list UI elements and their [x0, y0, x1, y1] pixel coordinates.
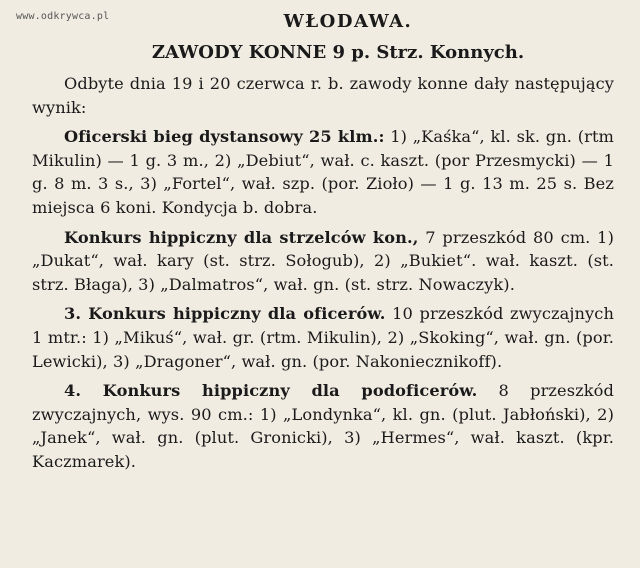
section-body: 7 przeszkód 80 cm. 1) „Dukat“, wał. kary (st. strz. Sołogub), 2) „Bukiet“. wał. kaszt. (st. strz. Błaga), 3) „Dalmatros“, wał. gn. (st. strz. Nowaczyk). — [32, 227, 614, 294]
section-paragraph — [32, 379, 614, 473]
section-body: 1) „Kaśka“, kl. sk. gn. (rtm Mikulin) — 1 g. 3 m., 2) „Debiut“, wał. c. kaszt. (por Przesmycki) — 1 g. 8 m. 3 s., 3) „Fortel“, wał. szp. (por. Zioło) — 1 g. 13 m. 25 s. Bez miejsca 6 koni. Kondycja b. dobra. — [32, 127, 614, 217]
watermark: www.odkrywca.pl — [16, 11, 110, 22]
place-heading: WŁODAWA. — [283, 11, 413, 32]
section-paragraph — [32, 125, 614, 219]
section-lead: 3. Konkurs hippiczny dla oficerów. — [64, 304, 386, 324]
intro-paragraph: Odbyte dnia 19 i 20 czerwca r. b. zawody konne dały następujący wynik: — [32, 74, 614, 117]
section-lead: 4. Konkurs hippiczny dla podoficerów. — [64, 381, 478, 401]
event-heading: ZAWODY KONNE 9 p. Strz. Konnych. — [151, 42, 525, 63]
section-body: 8 przeszkód zwyczajnych, wys. 90 cm.: 1) „Londynka“, kl. gn. (plut. Jabłoński), 2) „Janek“, wał. gn. (plut. Gronicki), 3) „Hermes“, wał. kaszt. (kpr. Kaczmarek). — [32, 381, 614, 471]
section-paragraph — [32, 226, 614, 297]
section-paragraph — [32, 302, 614, 373]
section-body: 10 przeszkód zwyczajnych 1 mtr.: 1) „Mikuś“, wał. gr. (rtm. Mikulin), 2) „Skoking“, wał. gn. (por. Lewicki), 3) „Dragoner“, wał. gn. (por. Nakonieсznikoff). — [32, 304, 614, 371]
section-lead: Konkurs hippiczny dla strzelców kon., — [64, 227, 419, 247]
section-lead: Oficerski bieg dystansowy 25 klm.: — [64, 127, 385, 147]
